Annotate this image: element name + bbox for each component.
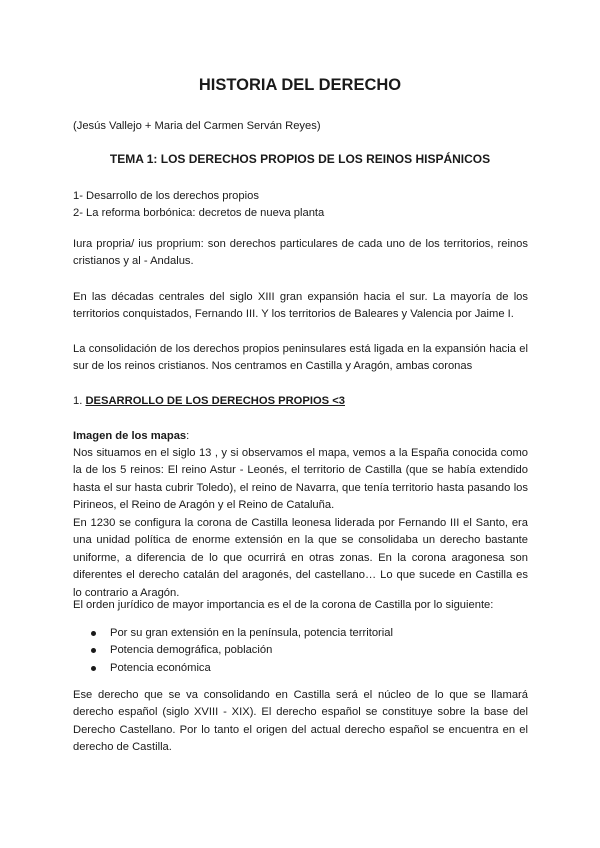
bullet-list [93, 625, 513, 677]
outline-item: 1- Desarrollo de los derechos propios [73, 190, 259, 202]
section-number: 1. [73, 395, 83, 407]
outline-item: 2- La reforma borbónica: decretos de nueva planta [73, 207, 325, 220]
bullet-item: Potencia económica [93, 660, 513, 677]
tema-heading: TEMA 1: LOS DERECHOS PROPIOS DE LOS REINOS HISPÁNICOS [109, 152, 491, 166]
paragraph-iura: Iura propria/ ius proprium: son derechos particulares de cada uno de los territorios, reinos cristianos y al - Andalus. [73, 238, 528, 268]
document-title: HISTORIA DEL DERECHO [198, 76, 402, 94]
section-heading [73, 393, 345, 410]
paragraph-consolidacion: La consolidación de los derechos propios peninsulares está ligada en la expansión hacia el sur de los reinos cristianos. Nos centramos en Castilla y Aragón, ambas coronas [73, 343, 528, 373]
paragraph-decadas: En las décadas centrales del siglo XIII gran expansión hacia el sur. La mayoría de los territorios conquistados, Fernando III. Y los territorios de Baleares y Valencia por Jaime I. [73, 291, 528, 321]
mapas-heading-line [73, 428, 189, 445]
mapas-heading: Imagen de los mapas [73, 430, 187, 442]
paragraph-1230: En 1230 se configura la corona de Castilla leonesa liderada por Fernando III el Santo, era una unidad política de enorme extensión en la que se consolidaba un derecho bastante uniforme, a diferencia de lo que ocurrirá en otras zonas. En la corona aragonesa son diferentes el derecho catalán del aragonés, del castellano… Lo que sucede en Castilla es lo contrario a Aragón. [73, 517, 528, 599]
outline-list [73, 188, 324, 223]
mapas-colon: : [186, 430, 190, 442]
authors-line: (Jesús Vallejo + Maria del Carmen Serván Reyes) [73, 120, 321, 132]
section-title: DESARROLLO DE LOS DERECHOS PROPIOS <3 [85, 395, 345, 407]
bullet-item: Potencia demográfica, población [93, 642, 513, 659]
paragraph-orden: El orden jurídico de mayor importancia es el de la corona de Castilla por lo siguiente: [73, 599, 494, 611]
paragraph-final: Ese derecho que se va consolidando en Castilla será el núcleo de lo que se llamará derecho español (siglo XVIII - XIX). El derecho español se constituye sobre la base del Derecho Castellano. Por lo tanto el origen del actual derecho español se encuentra en el derecho de Castilla. [73, 689, 528, 754]
paragraph-siglo13: Nos situamos en el siglo 13 , y si observamos el mapa, vemos a la España conocida como la de los 5 reinos: El reino Astur - Leonés, el territorio de Castilla (que se había extendido hasta el sur hasta cubrir Toledo), el reino de Navarra, que tenía territorio hasta pasando los Pirineos, el Reino de Aragón y el Reino de Cataluña. [73, 447, 528, 512]
bullet-item: Por su gran extensión en la península, potencia territorial [93, 625, 513, 642]
